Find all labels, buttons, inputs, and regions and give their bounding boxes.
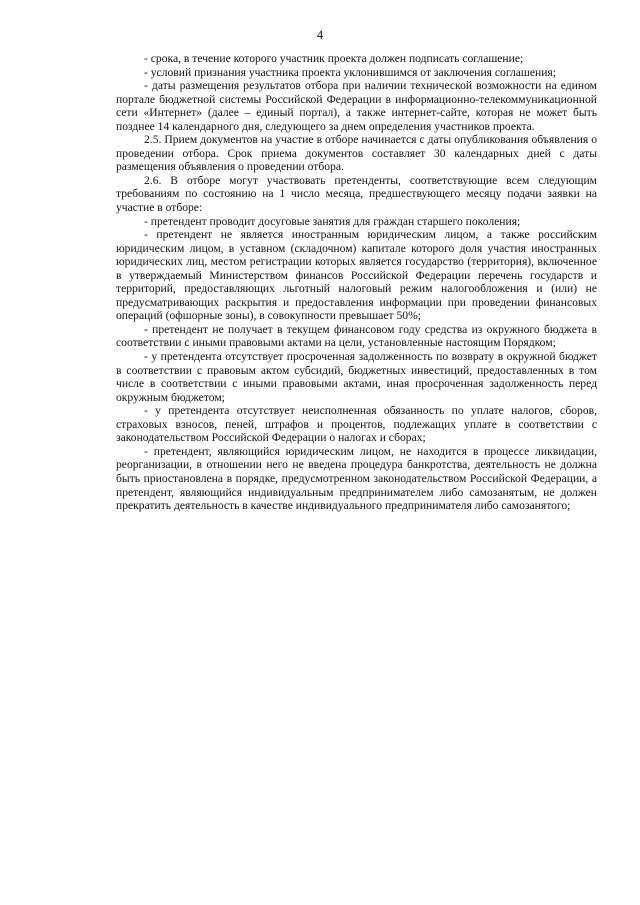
paragraph-requirement-no-tax-arrears: - у претендента отсутствует неисполненная обязанность по уплате налогов, сборов, страховых взносов, пеней, штрафов и процентов, подлежащих уплате в соответствии с законодательством Российской Федерации о налогах и сборах; bbox=[116, 404, 597, 445]
paragraph-requirement-not-foreign-entity: - претендент не является иностранным юридическим лицом, а также российским юридическим лицом, в уставном (складочном) капитале которого доля участия иностранных юридических лиц, местом регистрации которых является государство (территория), включенное в утверждаемый Министерством финансов Российской Федерации перечень государств и территорий, предоставляющих льготный налоговый режим налогообложения и (или) не предусматривающих раскрытия и предоставления информации при проведении финансовых операций (офшорные зоны), в совокупности превышает 50%; bbox=[116, 228, 597, 323]
paragraph-2-5-document-acceptance: 2.5. Прием документов на участие в отборе начинается с даты опубликования объявления о проведении отбора. Срок приема документов составляет 30 календарных дней с даты размещения объявления о проведении отбора. bbox=[116, 133, 597, 174]
paragraph-evasion-conditions: - условий признания участника проекта уклонившимся от заключения соглашения; bbox=[144, 65, 556, 79]
paragraph-results-publication-date: - даты размещения результатов отбора при наличии технической возможности на едином портале бюджетной системы Российской Федерации в информационно-телекоммуникационной сети «Интернет» (далее – единый портал), а также интернет-сайте, которая не может быть позднее 14 календарного дня, следующего за днем определения участников проекта. bbox=[116, 79, 597, 133]
page-number: 4 bbox=[316, 28, 324, 42]
paragraph-signing-deadline: - срока, в течение которого участник проекта должен подписать соглашение; bbox=[144, 52, 524, 65]
paragraph-2-6-applicant-requirements: 2.6. В отборе могут участвовать претенденты, соответствующие всем следующим требованиям по состоянию на 1 число месяца, предшествующего месяцу подачи заявки на участие в отборе: bbox=[116, 173, 597, 215]
paragraph-requirement-no-overdue-debt: - у претендента отсутствует просроченная задолженность по возврату в окружной бюджет в соответствии с правовым актом субсидий, бюджетных инвестиций, предоставленных в том числе в соответствии с иными правовыми актами, иная просроченная задолженность перед окружным бюджетом; bbox=[116, 350, 597, 404]
paragraph-requirement-not-in-liquidation: - претендент, являющийся юридическим лицом, не находится в процессе ликвидации, реорганизации, в отношении него не введена процедура банкротства, деятельность не должна быть приостановлена в порядке, предусмотренном законодательством Российской Федерации, а претендент, являющийся индивидуальным предпринимателем либо самозанятым, не должен прекратить деятельность в качестве индивидуального предпринимателя либо самозанятого; bbox=[116, 444, 597, 513]
paragraph-requirement-leisure-activities: - претендент проводит досуговые занятия для граждан старшего поколения; bbox=[144, 214, 521, 228]
paragraph-requirement-no-other-funding: - претендент не получает в текущем финансовом году средства из окружного бюджета в соответствии с иными правовыми актами на цели, установленные настоящим Порядком; bbox=[116, 322, 597, 350]
document-body bbox=[116, 52, 597, 513]
